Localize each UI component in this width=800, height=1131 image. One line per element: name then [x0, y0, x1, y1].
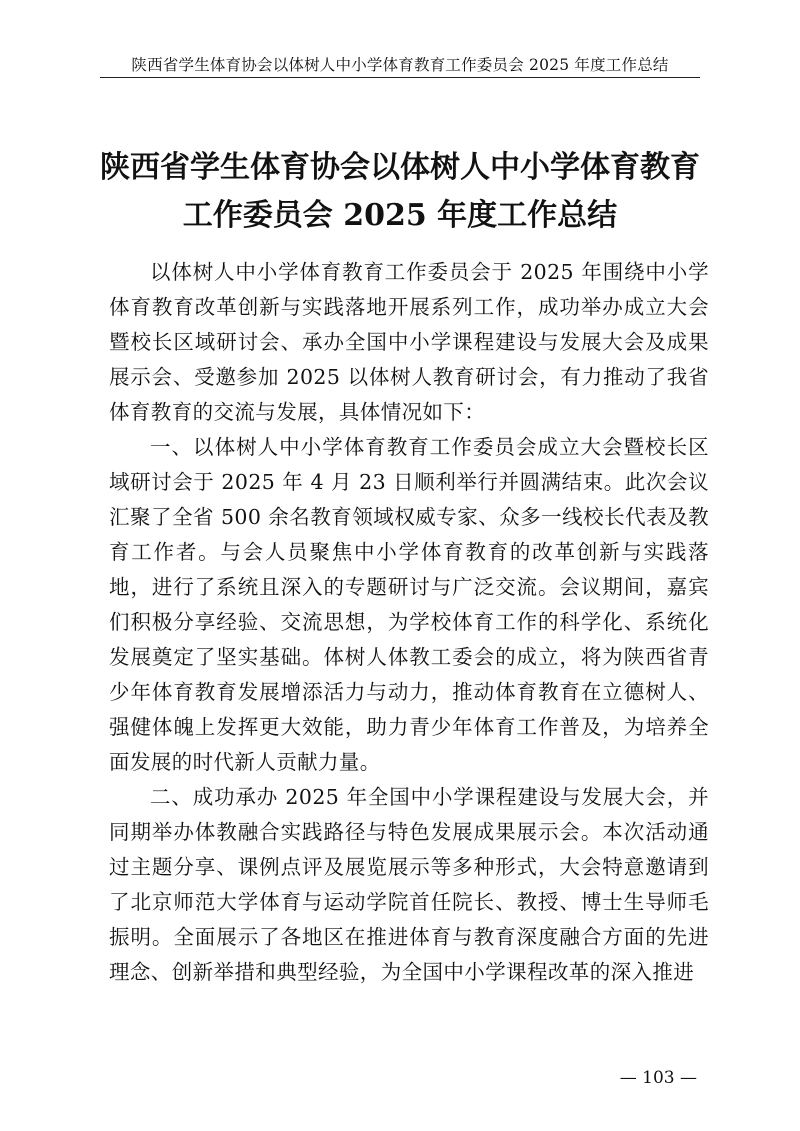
document-title [100, 144, 700, 240]
document-body [109, 255, 709, 990]
paragraph-section-1: 一、以体树人中小学体育教育工作委员会成立大会暨校长区域研讨会于 2025 年 4 月 23 日顺利举行并圆满结束。此次会议汇聚了全省 500 余名教育领域权威专家、众多一线校长代表及教育工作者。与会人员聚焦中小学体育教育的改革创新与实践落地，进行了系统且深入的专题研讨与广泛交流。会议期间，嘉宾们积极分享经验、交流思想，为学校体育工作的科学化、系统化发展奠定了坚实基础。体树人体教工委会的成立，将为陕西省青少年体育教育发展增添活力与动力，推动体育教育在立德树人、强健体魄上发挥更大效能，助力青少年体育工作普及，为培养全面发展的时代新人贡献力量。 [109, 435, 709, 774]
paragraph-section-2: 二、成功承办 2025 年全国中小学课程建设与发展大会，并同期举办体教融合实践路径与特色发展成果展示会。本次活动通过主题分享、课例点评及展览展示等多种形式，大会特意邀请到了北京师范大学体育与运动学院首任院长、教授、博士生导师毛振明。全面展示了各地区在推进体育与教育深度融合方面的先进理念、创新举措和典型经验，为全国中小学课程改革的深入推进 [109, 785, 709, 984]
page-number: — 103 — [619, 1068, 697, 1088]
title-line-2: 工作委员会 2025 年度工作总结 [182, 198, 618, 233]
title-line-1: 陕西省学生体育协会以体树人中小学体育教育 [100, 150, 700, 185]
paragraph-intro: 以体树人中小学体育教育工作委员会于 2025 年围绕中小学体育教育改革创新与实践落地开展系列工作，成功举办成立大会暨校长区域研讨会、承办全国中小学课程建设与发展大会及成果展示会、受邀参加 2025 以体树人教育研讨会，有力推动了我省体育教育的交流与发展，具体情况如下： [109, 260, 709, 424]
header-divider [100, 77, 700, 78]
running-header: 陕西省学生体育协会以体树人中小学体育教育工作委员会 2025 年度工作总结 [131, 56, 669, 74]
